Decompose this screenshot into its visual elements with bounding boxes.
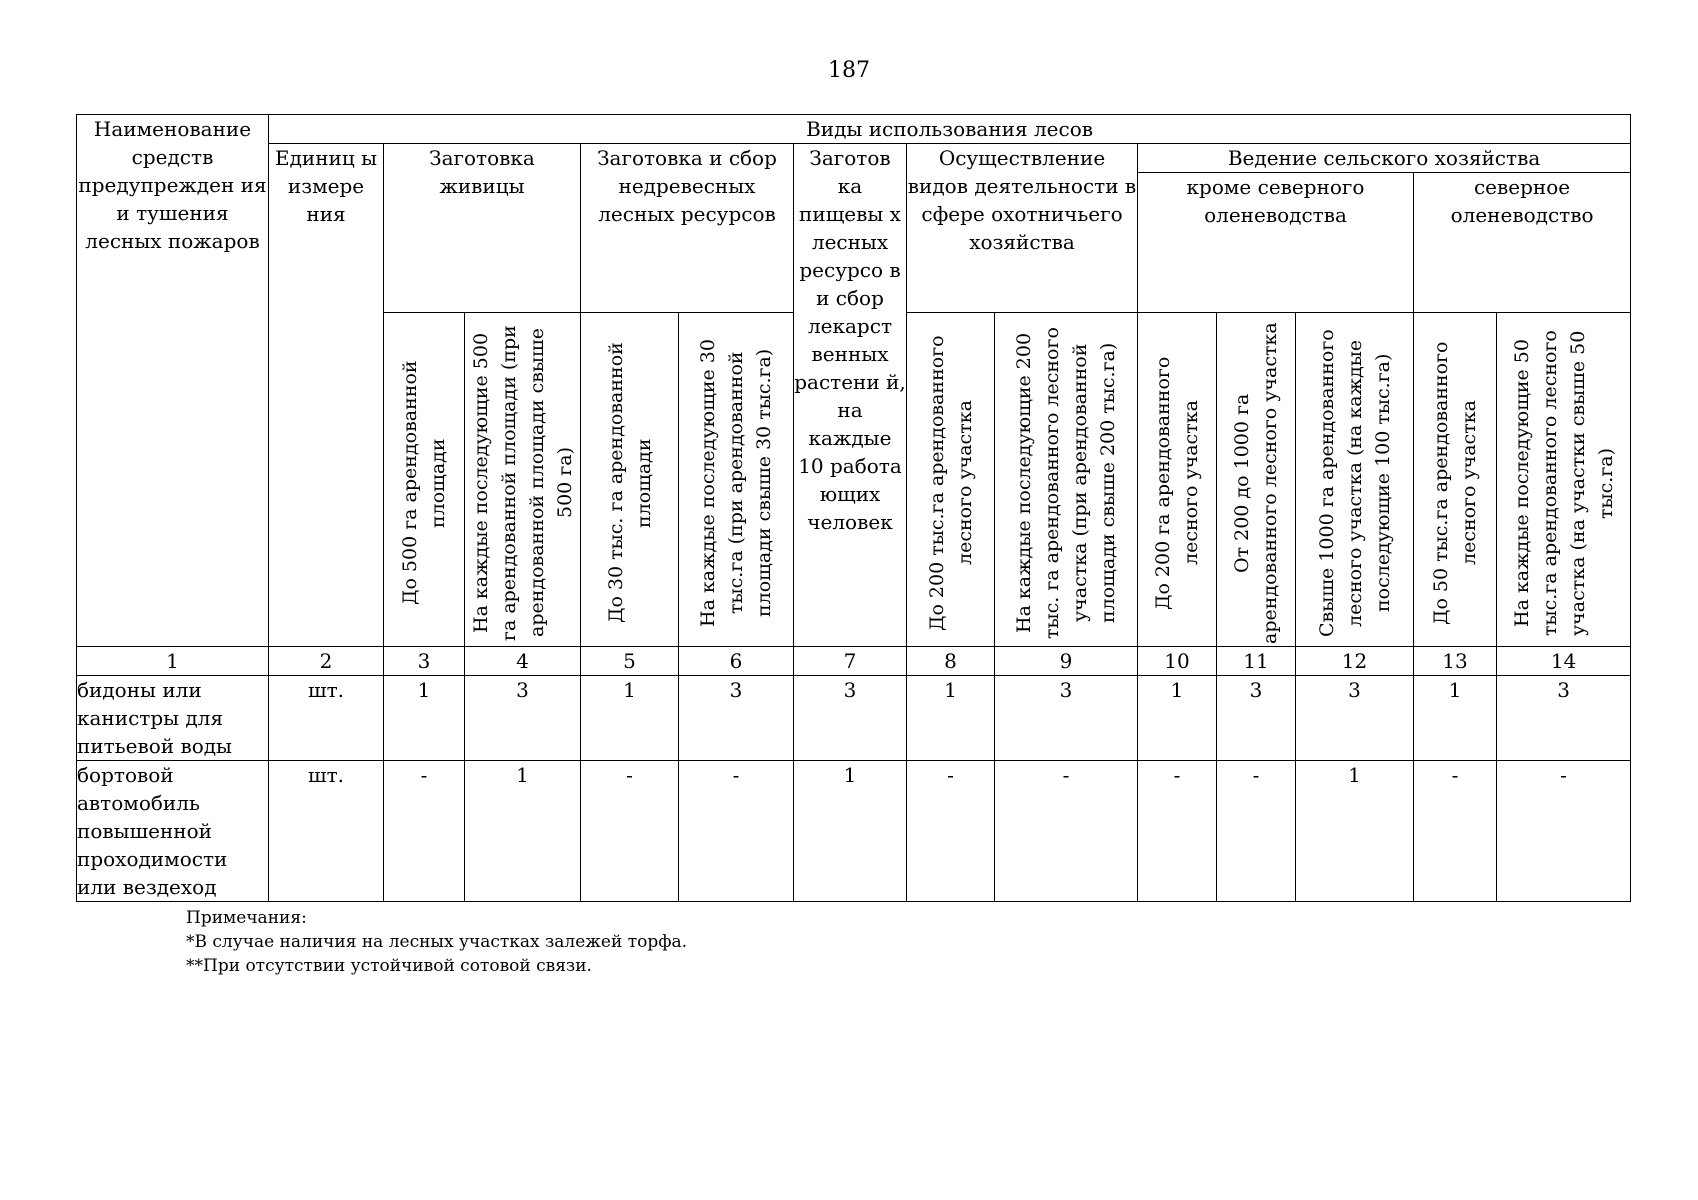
row-value: - <box>907 761 995 902</box>
page-number: 187 <box>828 58 870 83</box>
subheader-col-9: На каждые последующие 200 тыс. га арендованного лесного участка (при арендованной площади свыше 200 тыс.га) <box>995 313 1138 647</box>
row-unit: шт. <box>269 676 384 761</box>
header-agri-non-reindeer: кроме северного оленеводства <box>1138 173 1414 313</box>
equipment-table <box>76 114 1631 902</box>
header-food-resources: Заготов ка пищевы х лесных ресурсо в и сбор лекарст венных растени й, на каждые 10 работа ющих человек <box>794 144 907 647</box>
row-value: 3 <box>679 676 794 761</box>
row-value: 3 <box>1296 676 1414 761</box>
column-number: 11 <box>1217 647 1296 676</box>
row-value: 1 <box>1414 676 1497 761</box>
header-agri-reindeer: северное оленеводство <box>1414 173 1631 313</box>
row-value: - <box>679 761 794 902</box>
header-agriculture: Ведение сельского хозяйства <box>1138 144 1631 173</box>
subheader-col-4: На каждые последующие 500 га арендованной площади (при арендованной площади свыше 500 га) <box>465 313 581 647</box>
row-value: 3 <box>1497 676 1631 761</box>
table-row <box>77 676 1631 761</box>
row-unit: шт. <box>269 761 384 902</box>
row-value: 1 <box>581 676 679 761</box>
column-number: 5 <box>581 647 679 676</box>
column-number: 1 <box>77 647 269 676</box>
row-value: - <box>1217 761 1296 902</box>
column-number: 9 <box>995 647 1138 676</box>
header-hunting: Осуществление видов деятельности в сфере охотничьего хозяйства <box>907 144 1138 313</box>
column-number: 3 <box>384 647 465 676</box>
subheader-col-10: До 200 га арендованного лесного участка <box>1138 313 1217 647</box>
column-number: 13 <box>1414 647 1497 676</box>
row-value: 1 <box>907 676 995 761</box>
subheader-col-12: Свыше 1000 га арендованного лесного участка (на каждые последующие 100 тыс.га) <box>1296 313 1414 647</box>
row-value: 1 <box>794 761 907 902</box>
row-value: 1 <box>1296 761 1414 902</box>
header-unit: Единиц ы измере ния <box>269 144 384 647</box>
column-number: 14 <box>1497 647 1631 676</box>
row-value: 1 <box>1138 676 1217 761</box>
row-value: - <box>1414 761 1497 902</box>
subheader-col-14: На каждые последующие 50 тыс.га арендованного лесного участка (на участки свыше 50 тыс.га) <box>1497 313 1631 647</box>
row-value: 1 <box>465 761 581 902</box>
subheader-col-8: До 200 тыс.га арендованного лесного участка <box>907 313 995 647</box>
subheader-col-3: До 500 га арендованной площади <box>384 313 465 647</box>
column-number: 8 <box>907 647 995 676</box>
note-cellular: **При отсутствии устойчивой сотовой связи. <box>186 956 592 976</box>
row-item-name: бидоны или канистры для питьевой воды <box>77 676 269 761</box>
row-value: - <box>384 761 465 902</box>
row-value: 3 <box>1217 676 1296 761</box>
subheader-col-11: От 200 до 1000 га арендованного лесного участка <box>1217 313 1296 647</box>
row-value: 3 <box>995 676 1138 761</box>
row-value: 1 <box>384 676 465 761</box>
column-number: 4 <box>465 647 581 676</box>
subheader-col-6: На каждые последующие 30 тыс.га (при арендованной площади свыше 30 тыс.га) <box>679 313 794 647</box>
column-number: 2 <box>269 647 384 676</box>
row-value: 3 <box>794 676 907 761</box>
row-value: 3 <box>465 676 581 761</box>
header-resin: Заготовка живицы <box>384 144 581 313</box>
column-number: 6 <box>679 647 794 676</box>
column-number: 7 <box>794 647 907 676</box>
notes <box>186 906 687 978</box>
column-number: 10 <box>1138 647 1217 676</box>
column-number: 12 <box>1296 647 1414 676</box>
notes-title: Примечания: <box>186 908 307 928</box>
row-value: - <box>581 761 679 902</box>
header-forest-use-types: Виды использования лесов <box>269 115 1631 144</box>
row-item-name: бортовой автомобиль повышенной проходимости или вездеход <box>77 761 269 902</box>
row-value: - <box>1138 761 1217 902</box>
table-row <box>77 761 1631 902</box>
header-name: Наименование средств предупрежден ия и тушения лесных пожаров <box>77 115 269 647</box>
subheader-col-13: До 50 тыс.га арендованного лесного участка <box>1414 313 1497 647</box>
row-value: - <box>995 761 1138 902</box>
column-number-row <box>77 647 1631 676</box>
row-value: - <box>1497 761 1631 902</box>
note-peat: *В случае наличия на лесных участках залежей торфа. <box>186 932 688 952</box>
subheader-col-5: До 30 тыс. га арендованной площади <box>581 313 679 647</box>
header-nontimber: Заготовка и сбор недревесных лесных ресурсов <box>581 144 794 313</box>
